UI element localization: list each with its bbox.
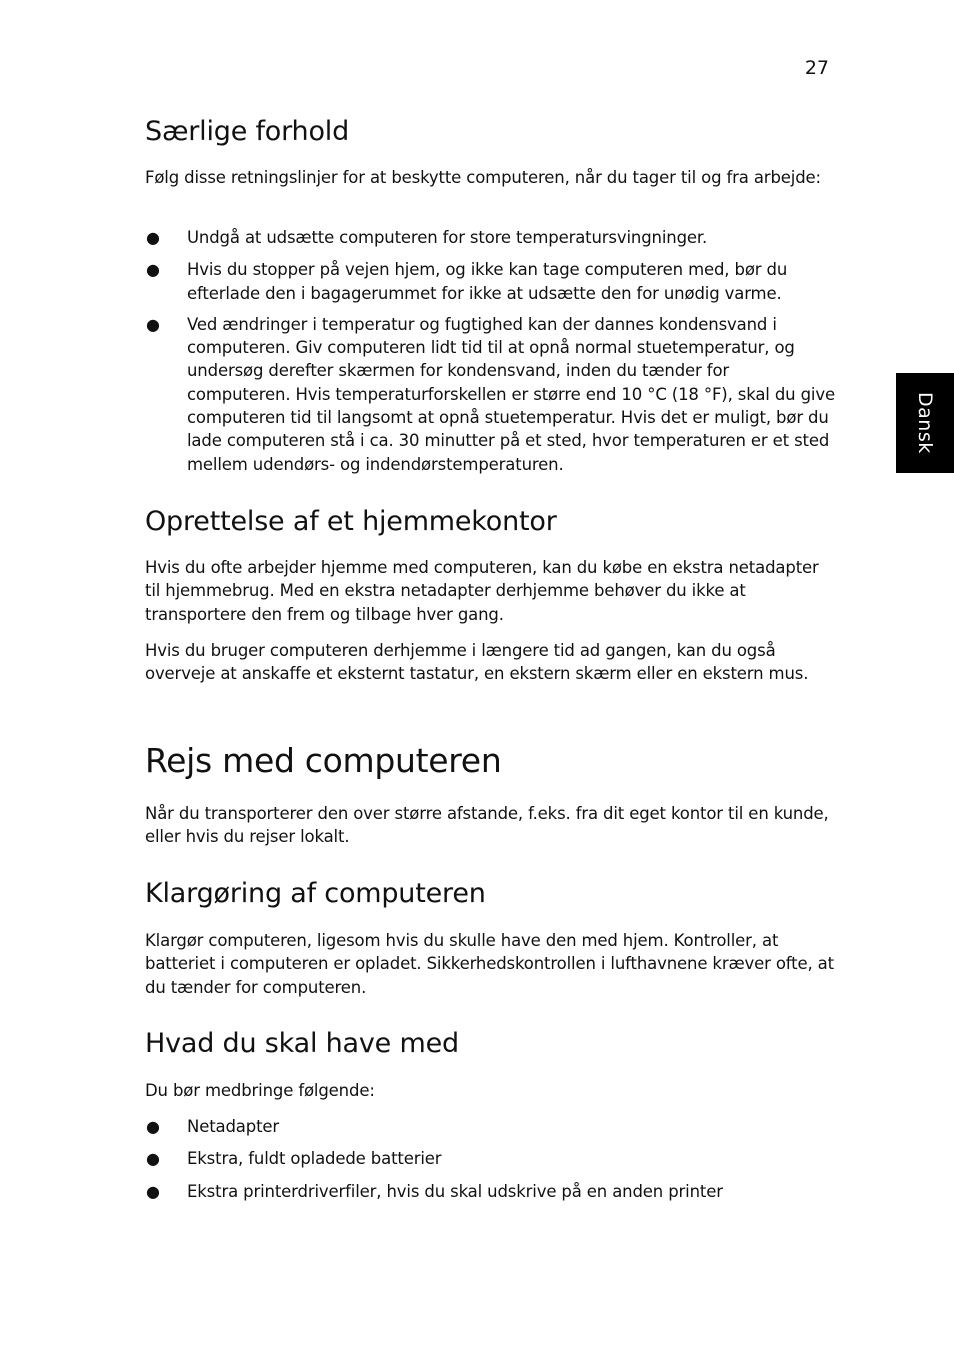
hjemmekontor-paragraph-1: Hvis du ofte arbejder hjemme med computeren, kan du købe en ekstra netadapter til hjemmebrug. Med en ekstra netadapter derhjemme behøver du ikke at transportere den frem og tilbage hver gang. [145,558,819,624]
list-item-text: Hvis du stopper på vejen hjem, og ikke kan tage computeren med, bør du efterlade den i bagagerummet for ikke at udsætte den for unødig varme. [187,260,788,303]
list-item [145,1115,835,1138]
heading-hvad-du-skal-have-med: Hvad du skal have med [145,1028,459,1059]
bullet-icon: ● [146,1149,160,1169]
rejs-paragraph: Når du transporterer den over større afstande, f.eks. fra dit eget kontor til en kunde, eller hvis du rejser lokalt. [145,804,829,847]
hjemmekontor-paragraph-2: Hvis du bruger computeren derhjemme i længere tid ad gangen, kan du også overveje at anskaffe et eksternt tastatur, en ekstern skærm eller en ekstern mus. [145,641,809,684]
list-item-text: Netadapter [187,1117,280,1136]
saerlige-intro: Følg disse retningslinjer for at beskytte computeren, når du tager til og fra arbejde: [145,168,821,187]
heading-saerlige-forhold: Særlige forhold [145,116,350,147]
language-tab-label: Dansk [914,392,936,454]
list-item [145,1180,835,1203]
klargoering-paragraph: Klargør computeren, ligesom hvis du skulle have den med hjem. Kontroller, at batteriet i computeren er opladet. Sikkerhedskontrollen i lufthavnene kræver ofte, at du tænder for computeren. [145,931,834,997]
hvad-bullet-list [145,1115,835,1203]
list-item-text: Ekstra printerdriverfiler, hvis du skal udskrive på en anden printer [187,1181,723,1201]
list-item [145,226,835,249]
page-number: 27 [804,57,829,79]
saerlige-bullet-list [145,226,835,476]
heading-klargoering: Klargøring af computeren [145,878,486,909]
bullet-icon: ● [146,1181,160,1201]
list-item-text: Undgå at udsætte computeren for store temperatursvingninger. [187,228,708,247]
list-item [145,313,835,476]
language-tab [896,373,954,473]
heading-rejs-med-computeren: Rejs med computeren [145,741,502,780]
list-item [145,1147,835,1170]
list-item-text: Ved ændringer i temperatur og fugtighed kan der dannes kondensvand i computeren. Giv computeren lidt tid til at opnå normal stuetemperatur, og undersøg derefter skærmen for kondensvand, inden du tænder for computeren. Hvis temperaturforskellen er større end 10 °C (18 °F), skal du give computeren tid til langsomt at opnå stuetemperatur. Hvis det er muligt, bør du lade computeren stå i ca. 30 minutter på et sted, hvor temperaturen er et sted mellem udendørs- og indendørstemperaturen. [187,314,835,474]
bullet-icon: ● [146,314,160,334]
list-item-text: Ekstra, fuldt opladede batterier [187,1149,442,1169]
heading-hjemmekontor: Oprettelse af et hjemmekontor [145,506,557,537]
bullet-icon: ● [146,228,160,247]
list-item [145,258,835,305]
bullet-icon: ● [146,260,160,280]
bullet-icon: ● [146,1117,160,1136]
hvad-intro: Du bør medbringe følgende: [145,1081,375,1100]
